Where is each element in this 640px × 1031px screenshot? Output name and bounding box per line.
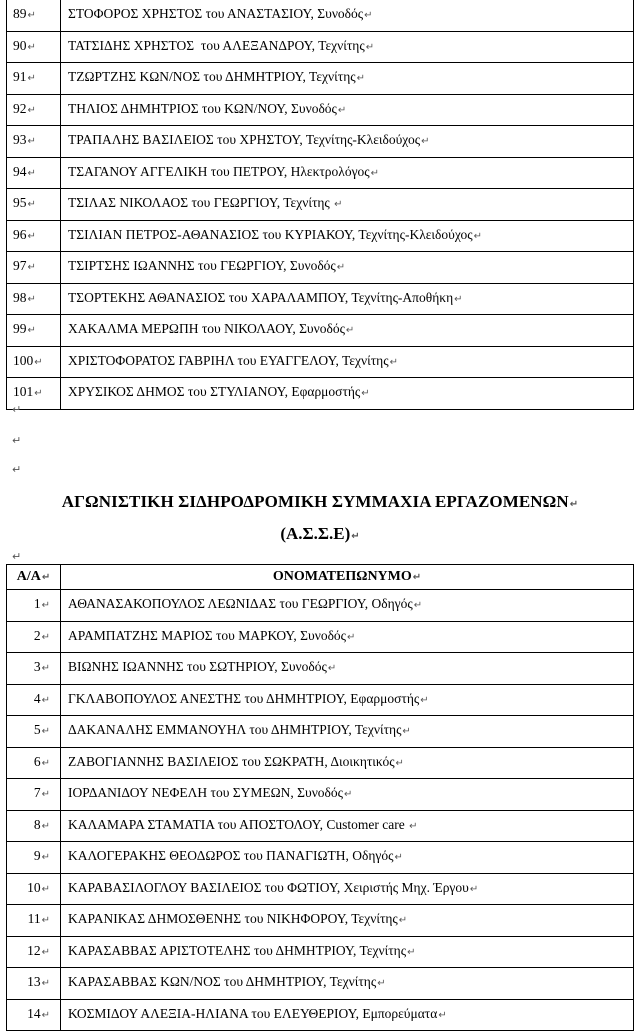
member-name-cell (61, 590, 634, 622)
paragraph-mark: ↵ (361, 388, 370, 400)
row-number-cell (7, 126, 61, 158)
member-name: ΑΘΑΝΑΣΑΚΟΠΟΥΛΟΣ ΛΕΩΝΙΔΑΣ του ΓΕΩΡΓΙΟΥ, Οδηγός (68, 596, 413, 612)
table-row (7, 842, 634, 874)
paragraph-mark: ↵ (41, 726, 50, 738)
member-name-cell (61, 157, 634, 189)
row-number: 2 (33, 627, 41, 643)
empty-paragraph-mark: ↵ (12, 434, 22, 447)
paragraph-mark: ↵ (337, 104, 347, 116)
member-name-cell (61, 315, 634, 347)
paragraph-mark: ↵ (365, 41, 375, 53)
member-name-cell (61, 220, 634, 252)
table-row (7, 905, 634, 937)
row-number-cell (7, 905, 61, 937)
paragraph-mark: ↵ (34, 388, 43, 400)
row-number: 14 (27, 1005, 41, 1021)
paragraph-mark: ↵ (41, 600, 50, 612)
paragraph-mark: ↵ (27, 167, 36, 179)
row-number: 11 (27, 911, 41, 927)
member-name: ΚΑΡΑΒΑΣΙΛΟΓΛΟΥ ΒΑΣΙΛΕΙΟΣ του ΦΩΤΙΟΥ, Χειριστής Μηχ. Έργου (68, 879, 469, 895)
table-row (7, 936, 634, 968)
paragraph-mark: ↵ (569, 499, 579, 510)
section-subtitle (0, 524, 640, 544)
empty-paragraph-mark: ↵ (12, 550, 22, 563)
row-number: 101 (13, 384, 34, 400)
member-name-cell (61, 810, 634, 842)
paragraph-mark: ↵ (351, 531, 360, 542)
member-name: ΤΣΙΡΤΣΗΣ ΙΩΑΝΝΗΣ του ΓΕΩΡΓΙΟΥ, Συνοδός (68, 258, 336, 274)
row-number-cell (7, 716, 61, 748)
table-row (7, 590, 634, 622)
row-number: 13 (27, 974, 41, 990)
member-name-cell (61, 283, 634, 315)
section-subtitle-text: (Α.Σ.Σ.Ε) (280, 524, 351, 543)
table-row (7, 653, 634, 685)
row-number-cell (7, 252, 61, 284)
member-name: ΤΡΑΠΑΛΗΣ ΒΑΣΙΛΕΙΟΣ του ΧΡΗΣΤΟΥ, Τεχνίτης-Κλειδούχος (68, 132, 421, 148)
paragraph-mark: ↵ (327, 663, 337, 675)
member-name: ΧΑΚΑΛΜΑ ΜΕΡΩΠΗ του ΝΙΚΟΛΑΟΥ, Συνοδός (68, 321, 345, 337)
paragraph-mark: ↵ (41, 852, 50, 864)
table-row (7, 0, 634, 31)
row-number-cell (7, 653, 61, 685)
member-name-cell (61, 999, 634, 1031)
column-header-number-label: Α/Α (16, 568, 41, 584)
member-name-cell (61, 94, 634, 126)
paragraph-mark: ↵ (41, 631, 50, 643)
member-name: ΧΡΙΣΤΟΦΟΡΑΤΟΣ ΓΑΒΡΙΗΛ του ΕΥΑΓΓΕΛΟΥ, Τεχνίτης (68, 352, 389, 368)
row-number: 90 (13, 37, 27, 53)
row-number-cell (7, 315, 61, 347)
paragraph-mark: ↵ (41, 571, 51, 583)
row-number: 1 (33, 596, 41, 612)
member-name: ΤΑΤΣΙΔΗΣ ΧΡΗΣΤΟΣ του ΑΛΕΞΑΝΔΡΟΥ, Τεχνίτης (68, 37, 365, 53)
paragraph-mark: ↵ (41, 978, 50, 990)
row-number: 94 (13, 163, 27, 179)
paragraph-mark: ↵ (41, 915, 50, 927)
paragraph-mark: ↵ (473, 230, 483, 242)
row-number-cell (7, 842, 61, 874)
member-name-cell (61, 0, 634, 31)
paragraph-mark: ↵ (407, 946, 416, 958)
table-row (7, 63, 634, 95)
paragraph-mark: ↵ (27, 136, 36, 148)
paragraph-mark: ↵ (41, 946, 50, 958)
member-name: ΔΑΚΑΝΑΛΗΣ ΕΜΜΑΝΟΥΗΛ του ΔΗΜΗΤΡΙΟΥ, Τεχνίτης (68, 722, 402, 738)
row-number: 10 (27, 879, 41, 895)
members-table-body (7, 0, 634, 409)
row-number: 93 (13, 132, 27, 148)
row-number-cell (7, 346, 61, 378)
member-name: ΖΑΒΟΓΙΑΝΝΗΣ ΒΑΣΙΛΕΙΟΣ του ΣΩΚΡΑΤΗ, Διοικητικός (68, 753, 395, 769)
table-row (7, 252, 634, 284)
row-number: 97 (13, 258, 27, 274)
table-row (7, 283, 634, 315)
empty-paragraph-mark: ↵ (12, 463, 22, 476)
member-name: ΤΗΛΙΟΣ ΔΗΜΗΤΡΙΟΣ του ΚΩΝ/ΝΟΥ, Συνοδός (68, 100, 337, 116)
paragraph-mark: ↵ (347, 631, 356, 643)
member-name: ΑΡΑΜΠΑΤΖΗΣ ΜΑΡΙΟΣ του ΜΑΡΚΟΥ, Συνοδός (68, 627, 347, 643)
row-number-cell (7, 810, 61, 842)
row-number: 99 (13, 321, 27, 337)
row-number-cell (7, 968, 61, 1000)
paragraph-mark: ↵ (389, 356, 398, 368)
members-table-continued (6, 0, 634, 410)
table-row (7, 968, 634, 1000)
paragraph-mark: ↵ (412, 571, 422, 583)
table-row (7, 621, 634, 653)
member-name: ΒΙΩΝΗΣ ΙΩΑΝΝΗΣ του ΣΩΤΗΡΙΟΥ, Συνοδός (68, 659, 327, 675)
paragraph-mark: ↵ (395, 757, 404, 769)
paragraph-mark: ↵ (398, 915, 408, 927)
row-number: 91 (13, 69, 27, 85)
row-number-cell (7, 157, 61, 189)
member-name-cell (61, 653, 634, 685)
paragraph-mark: ↵ (41, 820, 50, 832)
table-row (7, 315, 634, 347)
row-number-cell (7, 747, 61, 779)
section-title (0, 492, 640, 512)
member-name-cell (61, 31, 634, 63)
row-number-cell (7, 189, 61, 221)
member-name: ΣΤΟΦΟΡΟΣ ΧΡΗΣΤΟΣ του ΑΝΑΣΤΑΣΙΟΥ, Συνοδός (68, 6, 364, 22)
paragraph-mark: ↵ (34, 356, 43, 368)
paragraph-mark: ↵ (41, 694, 50, 706)
paragraph-mark: ↵ (27, 230, 36, 242)
row-number-cell (7, 873, 61, 905)
table-row (7, 126, 634, 158)
member-name-cell (61, 968, 634, 1000)
members-table-body (7, 590, 634, 1031)
paragraph-mark: ↵ (454, 293, 463, 305)
column-header-number (7, 565, 61, 590)
member-name: ΤΣΙΛΙΑΝ ΠΕΤΡΟΣ-ΑΘΑΝΑΣΙΟΣ του ΚΥΡΙΑΚΟΥ, Τεχνίτης-Κλειδούχος (68, 226, 473, 242)
paragraph-mark: ↵ (41, 663, 50, 675)
table-row (7, 747, 634, 779)
row-number-cell (7, 999, 61, 1031)
paragraph-mark: ↵ (394, 852, 403, 864)
paragraph-mark: ↵ (420, 694, 429, 706)
paragraph-mark: ↵ (402, 726, 411, 738)
table-row (7, 716, 634, 748)
member-name-cell (61, 346, 634, 378)
row-number-cell (7, 220, 61, 252)
member-name-cell (61, 63, 634, 95)
member-name: ΓΚΛΑΒΟΠΟΥΛΟΣ ΑΝΕΣΤΗΣ του ΔΗΜΗΤΡΙΟΥ, Εφαρμοστής (68, 690, 420, 706)
empty-paragraph-mark: ↵ (12, 403, 22, 416)
table-row (7, 220, 634, 252)
member-name-cell (61, 378, 634, 410)
row-number: 9 (33, 848, 41, 864)
table-row (7, 94, 634, 126)
row-number-cell (7, 31, 61, 63)
member-name: ΚΑΡΑΝΙΚΑΣ ΔΗΜΟΣΘΕΝΗΣ του ΝΙΚΗΦΟΡΟΥ, Τεχνίτης (68, 911, 398, 927)
paragraph-mark: ↵ (336, 262, 346, 274)
member-name: ΤΣΟΡΤΕΚΗΣ ΑΘΑΝΑΣΙΟΣ του ΧΑΡΑΛΑΜΠΟΥ, Τεχνίτης-Αποθήκη (68, 289, 454, 305)
member-name-cell (61, 873, 634, 905)
paragraph-mark: ↵ (409, 820, 418, 832)
paragraph-mark: ↵ (41, 1009, 50, 1021)
row-number-cell (7, 63, 61, 95)
table-row (7, 189, 634, 221)
paragraph-mark: ↵ (27, 41, 36, 53)
paragraph-mark: ↵ (41, 789, 50, 801)
row-number: 98 (13, 289, 27, 305)
member-name-cell (61, 621, 634, 653)
member-name-cell (61, 905, 634, 937)
row-number: 6 (33, 753, 41, 769)
member-name-cell (61, 747, 634, 779)
paragraph-mark: ↵ (27, 325, 36, 337)
paragraph-mark: ↵ (364, 10, 373, 22)
table-row (7, 378, 634, 410)
paragraph-mark: ↵ (370, 167, 380, 179)
member-name: ΧΡΥΣΙΚΟΣ ΔΗΜΟΣ του ΣΤΥΛΙΑΝΟΥ, Εφαρμοστής (68, 384, 361, 400)
member-name: ΚΑΛΟΓΕΡΑΚΗΣ ΘΕΟΔΩΡΟΣ του ΠΑΝΑΓΙΩΤΗ, Οδηγός (68, 848, 394, 864)
row-number: 7 (33, 785, 41, 801)
paragraph-mark: ↵ (27, 104, 36, 116)
member-name: ΤΣΑΓΑΝΟΥ ΑΓΓΕΛΙΚΗ του ΠΕΤΡΟΥ, Ηλεκτρολόγος (68, 163, 370, 179)
row-number: 100 (13, 352, 34, 368)
paragraph-mark: ↵ (334, 199, 343, 211)
member-name-cell (61, 126, 634, 158)
section-title-text: ΑΓΩΝΙΣΤΙΚΗ ΣΙΔΗΡΟΔΡΟΜΙΚΗ ΣΥΜΜΑΧΙΑ ΕΡΓΑΖΟΜΕΝΩΝ (61, 492, 569, 511)
table-row (7, 684, 634, 716)
table-row (7, 779, 634, 811)
row-number-cell (7, 936, 61, 968)
member-name: ΚΑΛΑΜΑΡΑ ΣΤΑΜΑΤΙΑ του ΑΠΟΣΤΟΛΟΥ, Customer care (68, 816, 409, 832)
table-header-row (7, 565, 634, 590)
table-row (7, 157, 634, 189)
row-number-cell (7, 684, 61, 716)
row-number: 92 (13, 100, 27, 116)
paragraph-mark: ↵ (27, 199, 36, 211)
member-name: ΚΑΡΑΣΑΒΒΑΣ ΚΩΝ/ΝΟΣ του ΔΗΜΗΤΡΙΟΥ, Τεχνίτης (68, 974, 377, 990)
paragraph-mark: ↵ (377, 978, 386, 990)
row-number: 5 (33, 722, 41, 738)
member-name-cell (61, 716, 634, 748)
row-number: 96 (13, 226, 27, 242)
member-name-cell (61, 189, 634, 221)
paragraph-mark: ↵ (421, 136, 430, 148)
paragraph-mark: ↵ (27, 293, 36, 305)
column-header-name-label: ΟΝΟΜΑΤΕΠΩΝΥΜΟ (272, 568, 412, 584)
row-number-cell (7, 0, 61, 31)
paragraph-mark: ↵ (469, 883, 479, 895)
member-name: ΚΑΡΑΣΑΒΒΑΣ ΑΡΙΣΤΟΤΕΛΗΣ του ΔΗΜΗΤΡΙΟΥ, Τεχνίτης (68, 942, 407, 958)
paragraph-mark: ↵ (41, 883, 50, 895)
column-header-name (61, 565, 634, 590)
member-name-cell (61, 936, 634, 968)
row-number-cell (7, 94, 61, 126)
paragraph-mark: ↵ (27, 262, 36, 274)
row-number: 95 (13, 195, 27, 211)
row-number: 8 (33, 816, 41, 832)
row-number: 89 (13, 6, 27, 22)
member-name-cell (61, 842, 634, 874)
table-row (7, 810, 634, 842)
row-number: 12 (27, 942, 41, 958)
assе-members-table (6, 564, 634, 1031)
paragraph-mark: ↵ (413, 600, 423, 612)
member-name-cell (61, 684, 634, 716)
table-row (7, 346, 634, 378)
row-number-cell (7, 621, 61, 653)
table-row (7, 31, 634, 63)
row-number-cell (7, 590, 61, 622)
member-name: ΙΟΡΔΑΝΙΔΟΥ ΝΕΦΕΛΗ του ΣΥΜΕΩΝ, Συνοδός (68, 785, 344, 801)
paragraph-mark: ↵ (27, 73, 36, 85)
paragraph-mark: ↵ (27, 10, 36, 22)
member-name-cell (61, 252, 634, 284)
row-number-cell (7, 283, 61, 315)
row-number: 3 (33, 659, 41, 675)
table-row (7, 999, 634, 1031)
paragraph-mark: ↵ (438, 1009, 447, 1021)
member-name-cell (61, 779, 634, 811)
row-number-cell (7, 779, 61, 811)
member-name: ΤΣΙΛΑΣ ΝΙΚΟΛΑΟΣ του ΓΕΩΡΓΙΟΥ, Τεχνίτης (68, 195, 334, 211)
table-row (7, 873, 634, 905)
paragraph-mark: ↵ (344, 789, 353, 801)
member-name: ΚΟΣΜΙΔΟΥ ΑΛΕΞΙΑ-ΗΛΙΑΝΑ του ΕΛΕΥΘΕΡΙΟΥ, Εμπορεύματα (68, 1005, 438, 1021)
member-name: ΤΖΩΡΤΖΗΣ ΚΩΝ/ΝΟΣ του ΔΗΜΗΤΡΙΟΥ, Τεχνίτης (68, 69, 356, 85)
paragraph-mark: ↵ (356, 73, 365, 85)
paragraph-mark: ↵ (41, 757, 50, 769)
row-number: 4 (33, 690, 41, 706)
paragraph-mark: ↵ (345, 325, 355, 337)
